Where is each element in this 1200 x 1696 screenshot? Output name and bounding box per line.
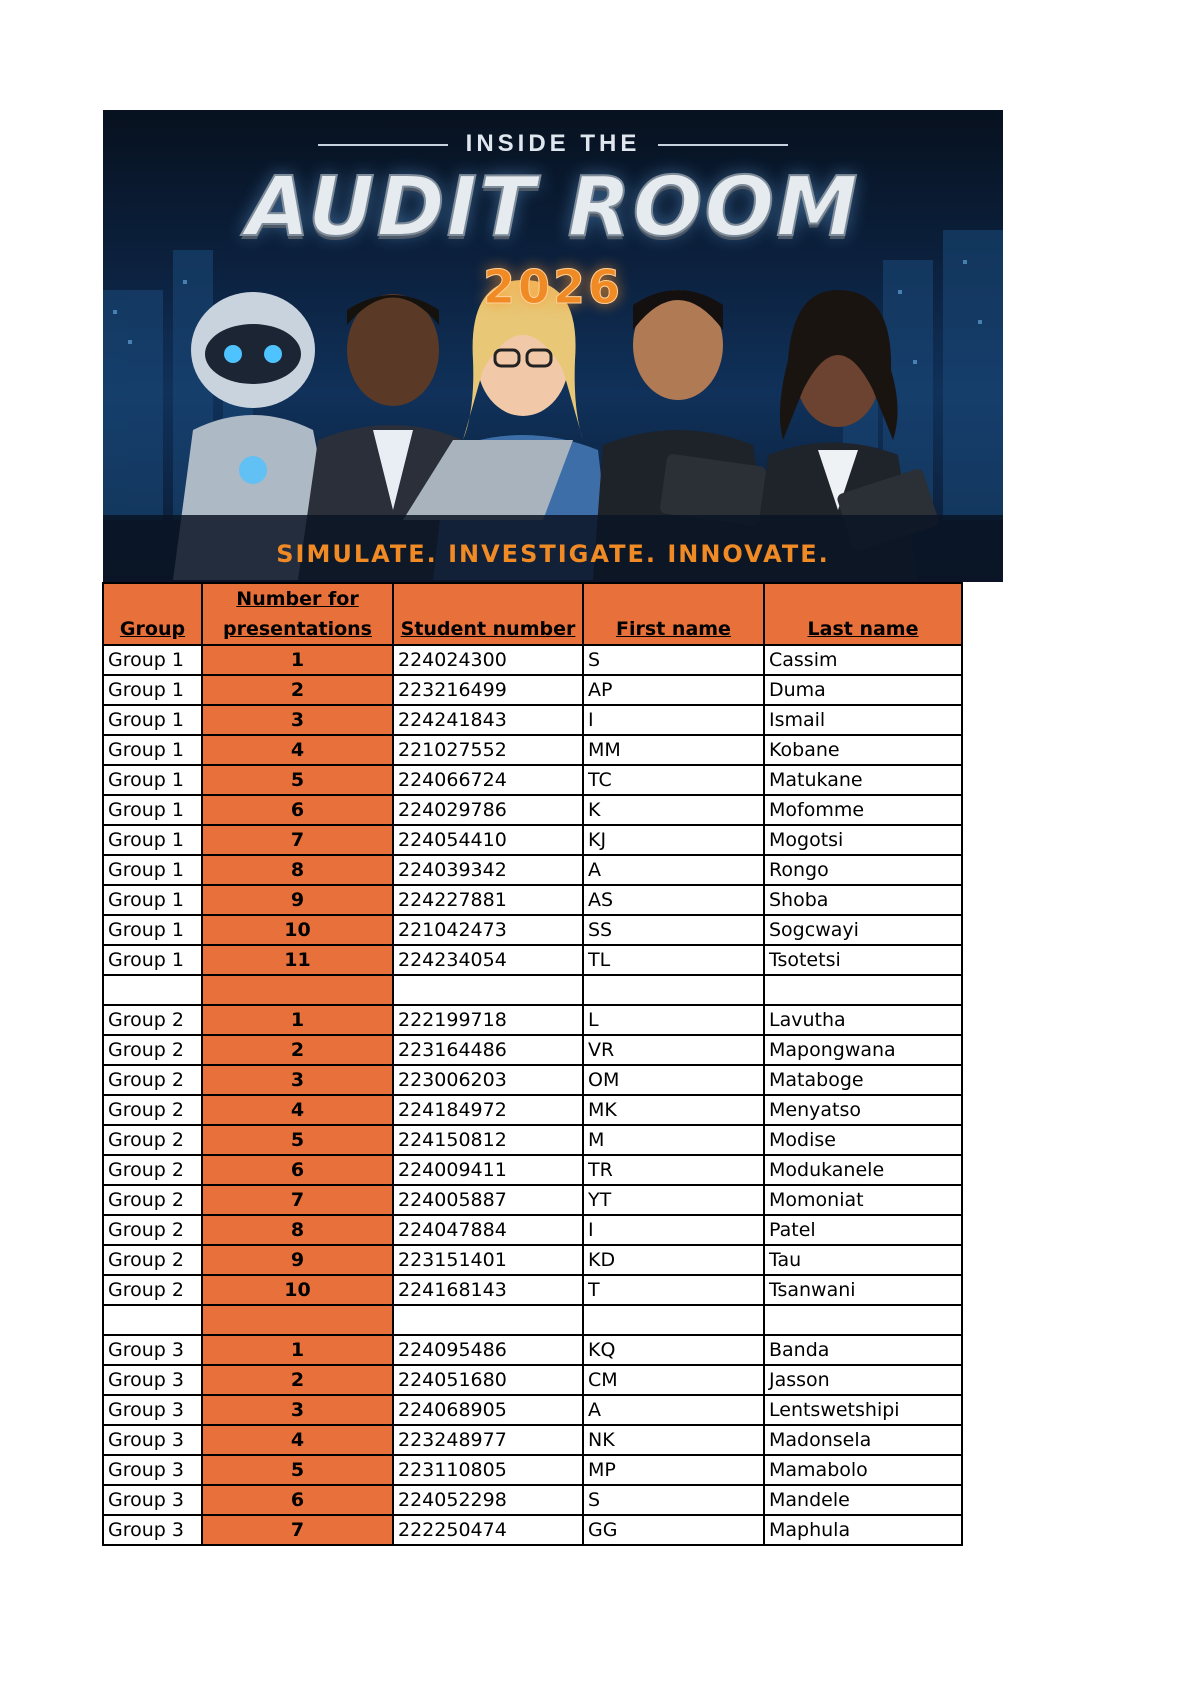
- first-name-cell: VR: [583, 1035, 764, 1065]
- last-name-cell: Banda: [764, 1335, 962, 1365]
- presentation-number-cell: [202, 1305, 393, 1335]
- presentation-number-cell: 9: [202, 1245, 393, 1275]
- table-row: [103, 735, 962, 765]
- group-cell: Group 1: [103, 705, 202, 735]
- group-cell: Group 1: [103, 915, 202, 945]
- banner-top-label: INSIDE THE: [465, 130, 641, 157]
- table-row: [103, 1515, 962, 1545]
- first-name-cell: CM: [583, 1365, 764, 1395]
- student-number-cell: 224068905: [393, 1395, 583, 1425]
- last-name-cell: Cassim: [764, 645, 962, 675]
- presentation-number-cell: 1: [202, 645, 393, 675]
- banner-year: 2026: [482, 260, 624, 314]
- group-cell: Group 2: [103, 1095, 202, 1125]
- last-name-cell: [764, 975, 962, 1005]
- first-name-cell: KQ: [583, 1335, 764, 1365]
- first-name-cell: OM: [583, 1065, 764, 1095]
- presentation-number-cell: 6: [202, 1155, 393, 1185]
- presentation-number-cell: 10: [202, 915, 393, 945]
- presentation-number-cell: 6: [202, 1485, 393, 1515]
- first-name-cell: KD: [583, 1245, 764, 1275]
- group-cell: Group 2: [103, 1065, 202, 1095]
- student-number-cell: 224227881: [393, 885, 583, 915]
- table-row: [103, 1125, 962, 1155]
- group-cell: Group 2: [103, 1185, 202, 1215]
- first-name-cell: KJ: [583, 825, 764, 855]
- first-name-cell: MM: [583, 735, 764, 765]
- group-cell: Group 3: [103, 1455, 202, 1485]
- header-presentation-number: Number for presentations: [202, 583, 393, 645]
- last-name-cell: Tsotetsi: [764, 945, 962, 975]
- header-group: Group: [103, 583, 202, 645]
- table-row: [103, 645, 962, 675]
- presentation-number-cell: 1: [202, 1335, 393, 1365]
- last-name-cell: Kobane: [764, 735, 962, 765]
- first-name-cell: MK: [583, 1095, 764, 1125]
- last-name-cell: Mamabolo: [764, 1455, 962, 1485]
- student-number-cell: 223248977: [393, 1425, 583, 1455]
- last-name-cell: [764, 1305, 962, 1335]
- student-number-cell: 224005887: [393, 1185, 583, 1215]
- group-cell: Group 2: [103, 1125, 202, 1155]
- last-name-cell: Madonsela: [764, 1425, 962, 1455]
- group-cell: Group 3: [103, 1425, 202, 1455]
- first-name-cell: T: [583, 1275, 764, 1305]
- header-last-name: Last name: [764, 583, 962, 645]
- last-name-cell: Mapongwana: [764, 1035, 962, 1065]
- presentation-number-cell: 3: [202, 705, 393, 735]
- presentation-number-cell: 5: [202, 1455, 393, 1485]
- student-number-cell: 222199718: [393, 1005, 583, 1035]
- first-name-cell: A: [583, 855, 764, 885]
- last-name-cell: Momoniat: [764, 1185, 962, 1215]
- table-row: [103, 915, 962, 945]
- first-name-cell: I: [583, 1215, 764, 1245]
- last-name-cell: Jasson: [764, 1365, 962, 1395]
- presentation-number-cell: 7: [202, 825, 393, 855]
- student-number-cell: 224095486: [393, 1335, 583, 1365]
- first-name-cell: SS: [583, 915, 764, 945]
- last-name-cell: Mandele: [764, 1485, 962, 1515]
- group-cell: Group 2: [103, 1155, 202, 1185]
- student-number-cell: 224054410: [393, 825, 583, 855]
- group-cell: Group 1: [103, 735, 202, 765]
- table-row: [103, 1095, 962, 1125]
- group-cell: Group 2: [103, 1005, 202, 1035]
- first-name-cell: S: [583, 645, 764, 675]
- student-number-cell: 224009411: [393, 1155, 583, 1185]
- presentation-number-cell: 3: [202, 1065, 393, 1095]
- first-name-cell: YT: [583, 1185, 764, 1215]
- table-row: [103, 1335, 962, 1365]
- banner-title: AUDIT ROOM: [246, 160, 860, 255]
- presentation-number-cell: 9: [202, 885, 393, 915]
- group-cell: Group 1: [103, 885, 202, 915]
- student-number-cell: [393, 975, 583, 1005]
- first-name-cell: AS: [583, 885, 764, 915]
- student-number-cell: 224241843: [393, 705, 583, 735]
- table-row: [103, 1185, 962, 1215]
- first-name-cell: TR: [583, 1155, 764, 1185]
- group-cell: Group 2: [103, 1245, 202, 1275]
- last-name-cell: Shoba: [764, 885, 962, 915]
- table-row: [103, 1155, 962, 1185]
- group-cell: Group 1: [103, 945, 202, 975]
- header-first-name: First name: [583, 583, 764, 645]
- presentation-number-cell: 8: [202, 855, 393, 885]
- last-name-cell: Patel: [764, 1215, 962, 1245]
- header-student-number: Student number: [393, 583, 583, 645]
- presentation-number-cell: 8: [202, 1215, 393, 1245]
- group-cell: Group 1: [103, 825, 202, 855]
- presentation-number-cell: 4: [202, 1095, 393, 1125]
- group-cell: Group 3: [103, 1365, 202, 1395]
- last-name-cell: Tsanwani: [764, 1275, 962, 1305]
- last-name-cell: Matukane: [764, 765, 962, 795]
- group-cell: Group 1: [103, 855, 202, 885]
- presentation-number-cell: 1: [202, 1005, 393, 1035]
- student-number-cell: 223164486: [393, 1035, 583, 1065]
- last-name-cell: Mataboge: [764, 1065, 962, 1095]
- table-row: [103, 1425, 962, 1455]
- last-name-cell: Duma: [764, 675, 962, 705]
- first-name-cell: A: [583, 1395, 764, 1425]
- first-name-cell: K: [583, 795, 764, 825]
- presentation-number-cell: 4: [202, 735, 393, 765]
- presentation-number-cell: 4: [202, 1425, 393, 1455]
- last-name-cell: Modukanele: [764, 1155, 962, 1185]
- group-cell: [103, 1305, 202, 1335]
- banner-tagline: SIMULATE. INVESTIGATE. INNOVATE.: [276, 540, 830, 568]
- first-name-cell: L: [583, 1005, 764, 1035]
- first-name-cell: NK: [583, 1425, 764, 1455]
- banner-top-text: [103, 130, 1003, 158]
- group-cell: Group 1: [103, 765, 202, 795]
- group-cell: Group 3: [103, 1515, 202, 1545]
- presentation-number-cell: 5: [202, 1125, 393, 1155]
- table-row: [103, 945, 962, 975]
- presentation-number-cell: 11: [202, 945, 393, 975]
- table-row: [103, 1485, 962, 1515]
- table-row: [103, 1365, 962, 1395]
- last-name-cell: Maphula: [764, 1515, 962, 1545]
- group-cell: Group 3: [103, 1485, 202, 1515]
- event-banner: [103, 110, 1003, 582]
- student-number-cell: 224024300: [393, 645, 583, 675]
- last-name-cell: Sogcwayi: [764, 915, 962, 945]
- first-name-cell: AP: [583, 675, 764, 705]
- first-name-cell: S: [583, 1485, 764, 1515]
- group-cell: Group 2: [103, 1215, 202, 1245]
- presentation-number-cell: 10: [202, 1275, 393, 1305]
- last-name-cell: Ismail: [764, 705, 962, 735]
- student-number-cell: 221042473: [393, 915, 583, 945]
- student-number-cell: 222250474: [393, 1515, 583, 1545]
- divider: [658, 144, 788, 146]
- table-row: [103, 1005, 962, 1035]
- group-cell: Group 3: [103, 1395, 202, 1425]
- student-number-cell: [393, 1305, 583, 1335]
- table-row: [103, 705, 962, 735]
- student-number-cell: 224051680: [393, 1365, 583, 1395]
- last-name-cell: Lentswetshipi: [764, 1395, 962, 1425]
- group-cell: Group 1: [103, 675, 202, 705]
- divider: [318, 144, 448, 146]
- group-cell: Group 1: [103, 795, 202, 825]
- student-number-cell: 223006203: [393, 1065, 583, 1095]
- table-row: [103, 675, 962, 705]
- table-row: [103, 1275, 962, 1305]
- student-number-cell: 224039342: [393, 855, 583, 885]
- table-row: [103, 1305, 962, 1335]
- last-name-cell: Mogotsi: [764, 825, 962, 855]
- table-row: [103, 885, 962, 915]
- presentation-number-cell: 7: [202, 1515, 393, 1545]
- table-row: [103, 1035, 962, 1065]
- table-row: [103, 1455, 962, 1485]
- presentation-number-cell: 3: [202, 1395, 393, 1425]
- group-cell: Group 2: [103, 1035, 202, 1065]
- student-roster-table: [102, 582, 963, 1546]
- student-number-cell: 224234054: [393, 945, 583, 975]
- student-number-cell: 224029786: [393, 795, 583, 825]
- last-name-cell: Lavutha: [764, 1005, 962, 1035]
- group-cell: Group 2: [103, 1275, 202, 1305]
- table-body: [103, 645, 962, 1545]
- presentation-number-cell: [202, 975, 393, 1005]
- presentation-number-cell: 6: [202, 795, 393, 825]
- table-row: [103, 975, 962, 1005]
- table-row: [103, 795, 962, 825]
- last-name-cell: Modise: [764, 1125, 962, 1155]
- table-row: [103, 765, 962, 795]
- table-row: [103, 855, 962, 885]
- last-name-cell: Tau: [764, 1245, 962, 1275]
- student-number-cell: 224047884: [393, 1215, 583, 1245]
- student-number-cell: 223151401: [393, 1245, 583, 1275]
- first-name-cell: [583, 1305, 764, 1335]
- group-cell: Group 1: [103, 645, 202, 675]
- last-name-cell: Rongo: [764, 855, 962, 885]
- student-number-cell: 221027552: [393, 735, 583, 765]
- student-number-cell: 224168143: [393, 1275, 583, 1305]
- first-name-cell: TC: [583, 765, 764, 795]
- student-number-cell: 223110805: [393, 1455, 583, 1485]
- first-name-cell: M: [583, 1125, 764, 1155]
- table-row: [103, 1065, 962, 1095]
- table-row: [103, 1215, 962, 1245]
- student-number-cell: 224150812: [393, 1125, 583, 1155]
- first-name-cell: TL: [583, 945, 764, 975]
- presentation-number-cell: 7: [202, 1185, 393, 1215]
- table-row: [103, 1245, 962, 1275]
- group-cell: Group 3: [103, 1335, 202, 1365]
- table-row: [103, 825, 962, 855]
- last-name-cell: Mofomme: [764, 795, 962, 825]
- presentation-number-cell: 2: [202, 1365, 393, 1395]
- group-cell: [103, 975, 202, 1005]
- presentation-number-cell: 2: [202, 675, 393, 705]
- student-number-cell: 224066724: [393, 765, 583, 795]
- last-name-cell: Menyatso: [764, 1095, 962, 1125]
- table-header-row: [103, 583, 962, 645]
- student-number-cell: 224052298: [393, 1485, 583, 1515]
- first-name-cell: I: [583, 705, 764, 735]
- presentation-number-cell: 5: [202, 765, 393, 795]
- student-number-cell: 223216499: [393, 675, 583, 705]
- first-name-cell: MP: [583, 1455, 764, 1485]
- first-name-cell: [583, 975, 764, 1005]
- table-row: [103, 1395, 962, 1425]
- first-name-cell: GG: [583, 1515, 764, 1545]
- student-number-cell: 224184972: [393, 1095, 583, 1125]
- presentation-number-cell: 2: [202, 1035, 393, 1065]
